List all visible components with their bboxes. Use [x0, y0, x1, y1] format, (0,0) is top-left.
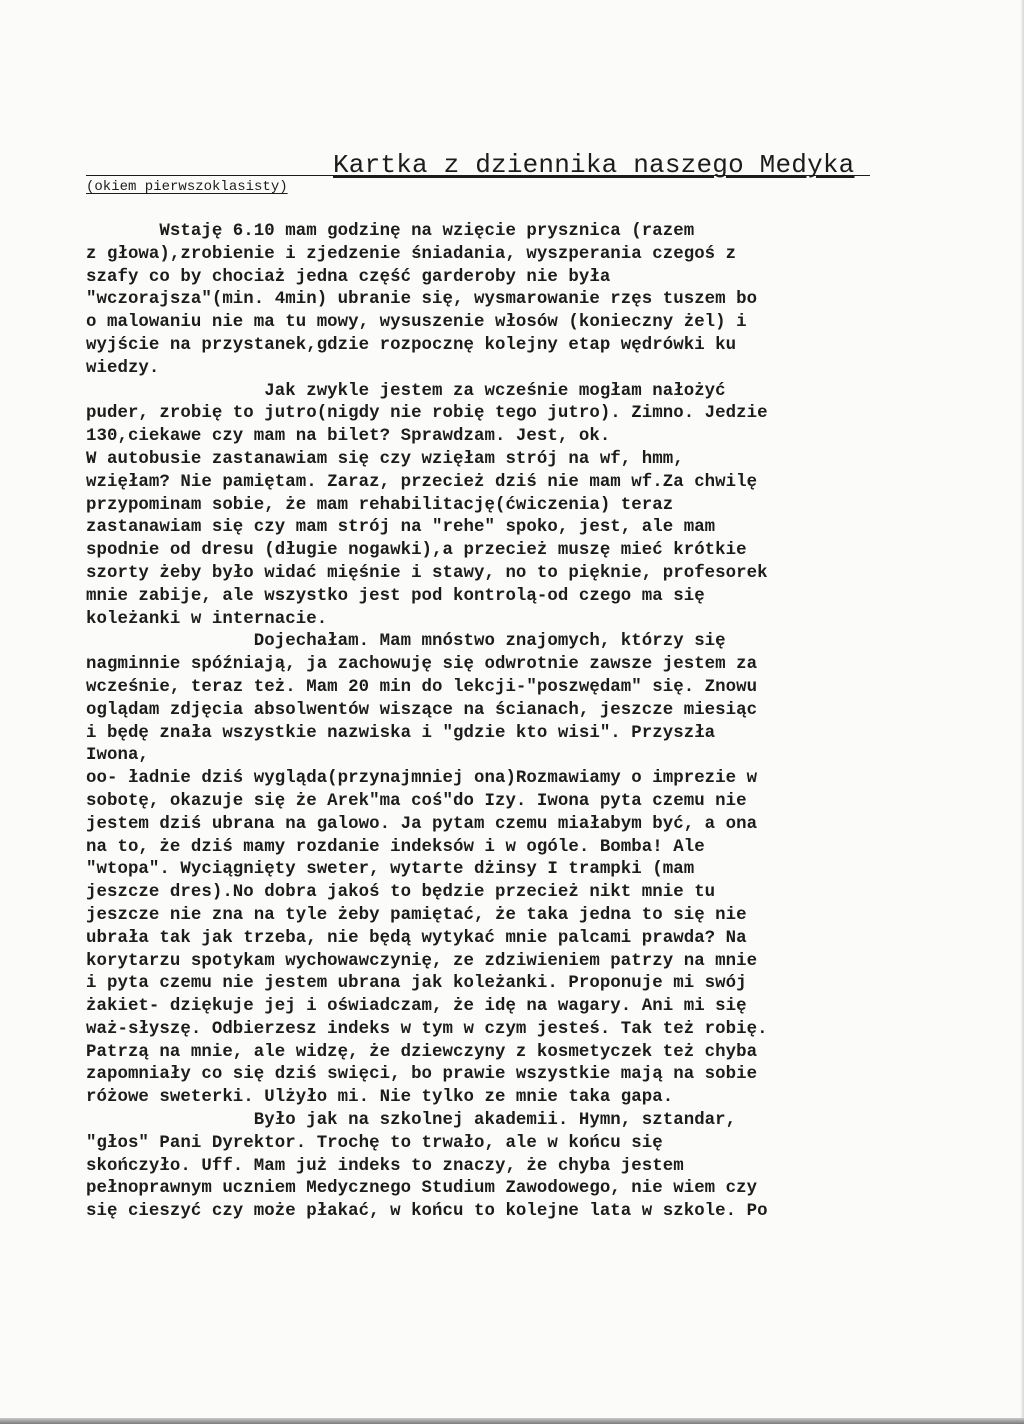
- text-line: pełnoprawnym uczniem Medycznego Studium Zawodowego, nie wiem czy: [86, 1179, 758, 1199]
- text-line: W autobusie zastanawiam się czy wzięłam strój na wf, hmm,: [86, 449, 684, 469]
- text-line: nagminnie spóźniają, ja zachowuję się odwrotnie zawsze jestem za: [86, 655, 758, 675]
- text-line: jeszcze dres).No dobra jakoś to będzie przecież nikt mnie tu: [86, 883, 716, 903]
- text-line: wcześnie, teraz też. Mam 20 min do lekcji-"poszwędam" się. Znowu: [86, 677, 758, 697]
- text-line: jeszcze nie zna na tyle żeby pamiętać, że taka jedna to się nie: [86, 905, 747, 925]
- text-line: mnie zabije, ale wszystko jest pod kontrolą-od czego ma się: [86, 586, 705, 606]
- text-line: zapomniały co się dziś swięci, bo prawie wszystkie mają na sobie: [86, 1065, 758, 1085]
- text-line: na to, że dziś mamy rozdanie indeksów i w ogóle. Bomba! Ale: [86, 837, 705, 857]
- text-line: korytarzu spotykam wychowawczynię, ze zdziwieniem patrzy na mnie: [86, 951, 758, 971]
- text-line: jestem dziś ubrana na galowo. Ja pytam czemu miałabym być, a ona: [86, 814, 758, 834]
- text-line: się cieszyć czy może płakać, w końcu to kolejne lata w szkole. Po: [86, 1202, 768, 1222]
- text-line: Jak zwykle jestem za wcześnie mogłam nałożyć: [86, 381, 726, 401]
- text-line: "wczorajsza"(min. 4min) ubranie się, wysmarowanie rzęs tuszem bo: [86, 290, 758, 310]
- text-line: wzięłam? Nie pamiętam. Zaraz, przecież dziś nie mam wf.Za chwilę: [86, 472, 758, 492]
- text-line: Iwona,: [86, 746, 149, 766]
- text-line: spodnie od dresu (długie nogawki),a przecież muszę mieć krótkie: [86, 541, 747, 561]
- page-bottom-edge: [0, 1418, 1024, 1424]
- text-line: o malowaniu nie ma tu mowy, wysuszenie włosów (konieczny żel) i: [86, 313, 747, 333]
- text-line: waż-słyszę. Odbierzesz indeks w tym w czym jesteś. Tak też robię.: [86, 1019, 768, 1039]
- text-line: szafy co by chociaż jedna część garderoby nie była: [86, 267, 611, 287]
- title-underline-rule: [86, 175, 870, 176]
- text-line: "wtopa". Wyciągnięty sweter, wytarte dżinsy I trampki (mam: [86, 860, 695, 880]
- text-line: żakiet- dziękuje jej i oświadczam, że idę na wagary. Ani mi się: [86, 997, 747, 1017]
- text-line: puder, zrobię to jutro(nigdy nie robię tego jutro). Zimno. Jedzie: [86, 404, 768, 424]
- text-line: Patrzą na mnie, ale widzę, że dziewczyny z kosmetyczek też chyba: [86, 1042, 758, 1062]
- text-line: przypominam sobie, że mam rehabilitację(ćwiczenia) teraz: [86, 495, 674, 515]
- text-line: zastanawiam się czy mam strój na "rehe" spoko, jest, ale mam: [86, 518, 716, 538]
- page-title: Kartka z dziennika naszego Medyka: [333, 150, 855, 180]
- text-line: koleżanki w internacie.: [86, 609, 328, 629]
- text-line: Było jak na szkolnej akademii. Hymn, sztandar,: [86, 1111, 737, 1131]
- text-line: i będę znała wszystkie nazwiska i "gdzie kto wisi". Przyszła: [86, 723, 716, 743]
- text-line: Wstaję 6.10 mam godzinę na wzięcie prysznica (razem: [86, 222, 695, 241]
- text-line: wyjście na przystanek,gdzie rozpocznę kolejny etap wędrówki ku: [86, 335, 737, 355]
- page-subtitle: (okiem pierwszoklasisty): [86, 179, 288, 195]
- text-line: szorty żeby było widać mięśnie i stawy, no to pięknie, profesorek: [86, 563, 768, 583]
- text-line: różowe sweterki. Ulżyło mi. Nie tylko ze mnie taka gapa.: [86, 1088, 674, 1108]
- text-line: wiedzy.: [86, 358, 160, 378]
- text-line: oglądam zdjęcia absolwentów wiszące na ścianach, jeszcze miesiąc: [86, 700, 758, 720]
- text-line: ubrała tak jak trzeba, nie będą wytykać mnie palcami prawda? Na: [86, 928, 747, 948]
- text-line: skończyło. Uff. Mam już indeks to znaczy, że chyba jestem: [86, 1156, 684, 1176]
- text-line: Dojechałam. Mam mnóstwo znajomych, którzy się: [86, 632, 726, 652]
- text-line: sobotę, okazuje się że Arek"ma coś"do Izy. Iwona pyta czemu nie: [86, 791, 747, 811]
- body-text: [86, 221, 906, 1224]
- text-line: oo- ładnie dziś wygląda(przynajmniej ona)Rozmawiamy o imprezie w: [86, 769, 758, 789]
- text-line: i pyta czemu nie jestem ubrana jak koleżanki. Proponuje mi swój: [86, 974, 747, 994]
- text-line: 130,ciekawe czy mam na bilet? Sprawdzam. Jest, ok.: [86, 427, 611, 447]
- text-line: "głos" Pani Dyrektor. Trochę to trwało, ale w końcu się: [86, 1133, 663, 1153]
- text-line: z głowa),zrobienie i zjedzenie śniadania, wyszperania czegoś z: [86, 244, 737, 264]
